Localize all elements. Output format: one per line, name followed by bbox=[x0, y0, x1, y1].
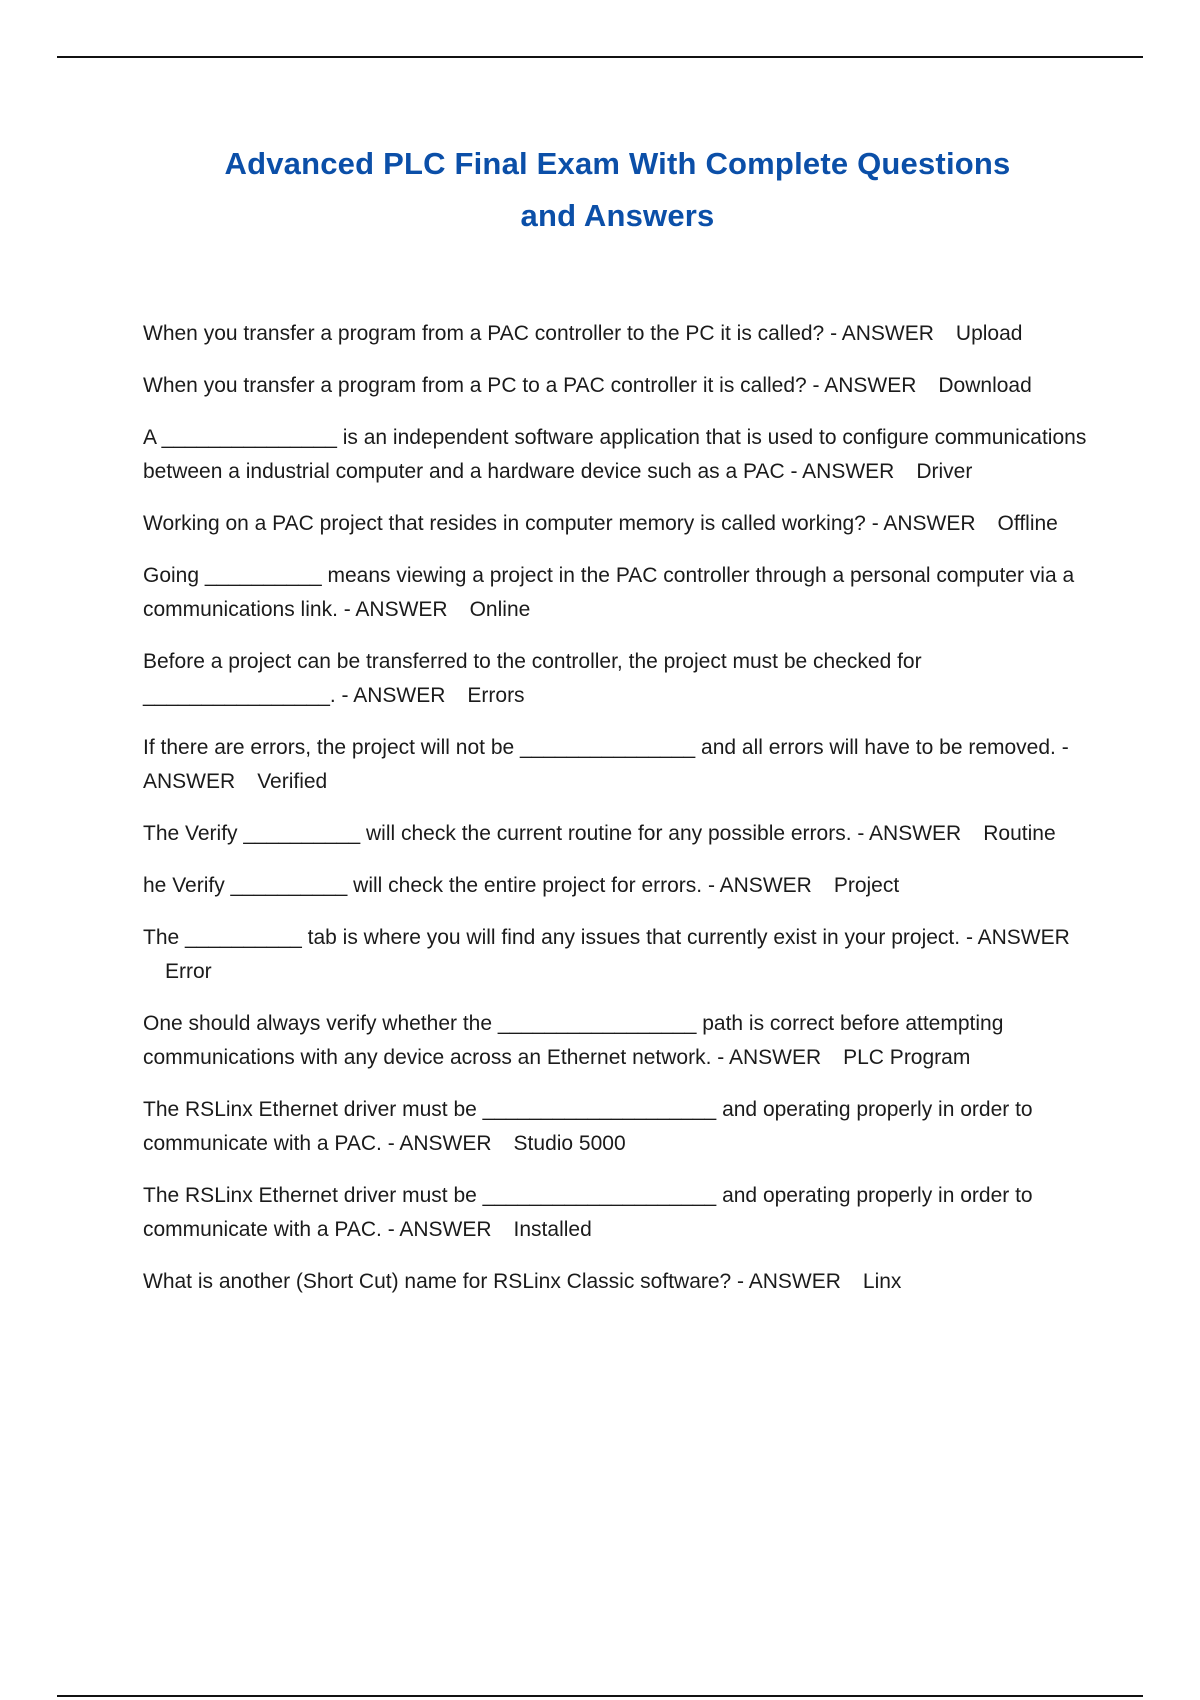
answer-text: Online bbox=[469, 598, 531, 621]
title-line-2: and Answers bbox=[520, 198, 715, 233]
top-divider bbox=[57, 56, 1143, 58]
qa-item bbox=[143, 1093, 1103, 1161]
qa-item bbox=[143, 645, 1103, 713]
qa-item bbox=[143, 369, 1103, 403]
qa-item bbox=[143, 559, 1103, 627]
question-text: What is another (Short Cut) name for RSLinx Classic software? - ANSWER bbox=[143, 1270, 841, 1293]
answer-text: Offline bbox=[997, 512, 1058, 535]
question-text: The Verify __________ will check the current routine for any possible errors. - ANSWER bbox=[143, 822, 962, 845]
qa-item bbox=[143, 317, 1103, 351]
question-text: Working on a PAC project that resides in computer memory is called working? - ANSWER bbox=[143, 512, 976, 535]
question-text: The RSLinx Ethernet driver must be ____________________ and operating properly in order to communicate with a PAC. - ANSWER bbox=[143, 1098, 1033, 1155]
question-text: Before a project can be transferred to the controller, the project must be checked for ________________. - ANSWER bbox=[143, 650, 922, 707]
question-text: he Verify __________ will check the entire project for errors. - ANSWER bbox=[143, 874, 812, 897]
question-text: If there are errors, the project will not be _______________ and all errors will have to be removed. - ANSWER bbox=[143, 736, 1069, 793]
question-text: The __________ tab is where you will find any issues that currently exist in your project. - ANSWER bbox=[143, 926, 1070, 949]
question-text: One should always verify whether the _________________ path is correct before attempting communications with any device across an Ethernet network. - ANSWER bbox=[143, 1012, 1004, 1069]
question-text: The RSLinx Ethernet driver must be ____________________ and operating properly in order to communicate with a PAC. - ANSWER bbox=[143, 1184, 1033, 1241]
question-text: A _______________ is an independent software application that is used to configure communications between a industrial computer and a hardware device such as a PAC - ANSWER bbox=[143, 426, 1087, 483]
qa-item bbox=[143, 421, 1103, 489]
answer-text: Upload bbox=[955, 322, 1023, 345]
answer-text: Errors bbox=[467, 684, 525, 707]
qa-item bbox=[143, 507, 1103, 541]
answer-text: Studio 5000 bbox=[513, 1132, 626, 1155]
question-text: When you transfer a program from a PAC controller to the PC it is called? - ANSWER bbox=[143, 322, 934, 345]
qa-item bbox=[143, 731, 1103, 799]
qa-item bbox=[143, 817, 1103, 851]
qa-item bbox=[143, 921, 1103, 989]
qa-list bbox=[143, 317, 1103, 1317]
bottom-divider bbox=[57, 1695, 1143, 1697]
question-text: Going __________ means viewing a project in the PAC controller through a personal computer via a communications link. - ANSWER bbox=[143, 564, 1075, 621]
qa-item bbox=[143, 1265, 1103, 1299]
answer-text: Error bbox=[165, 960, 212, 983]
qa-item bbox=[143, 1179, 1103, 1247]
answer-text: Linx bbox=[862, 1270, 902, 1293]
answer-text: Driver bbox=[916, 460, 973, 483]
answer-text: Download bbox=[938, 374, 1032, 397]
question-text: When you transfer a program from a PC to a PAC controller it is called? - ANSWER bbox=[143, 374, 917, 397]
qa-item bbox=[143, 869, 1103, 903]
answer-text: Project bbox=[833, 874, 900, 897]
answer-text: Routine bbox=[983, 822, 1056, 845]
document-title bbox=[120, 138, 1115, 242]
title-line-1: Advanced PLC Final Exam With Complete Questions bbox=[224, 146, 1011, 181]
qa-item bbox=[143, 1007, 1103, 1075]
answer-text: Verified bbox=[257, 770, 328, 793]
answer-text: PLC Program bbox=[843, 1046, 971, 1069]
answer-text: Installed bbox=[513, 1218, 592, 1241]
